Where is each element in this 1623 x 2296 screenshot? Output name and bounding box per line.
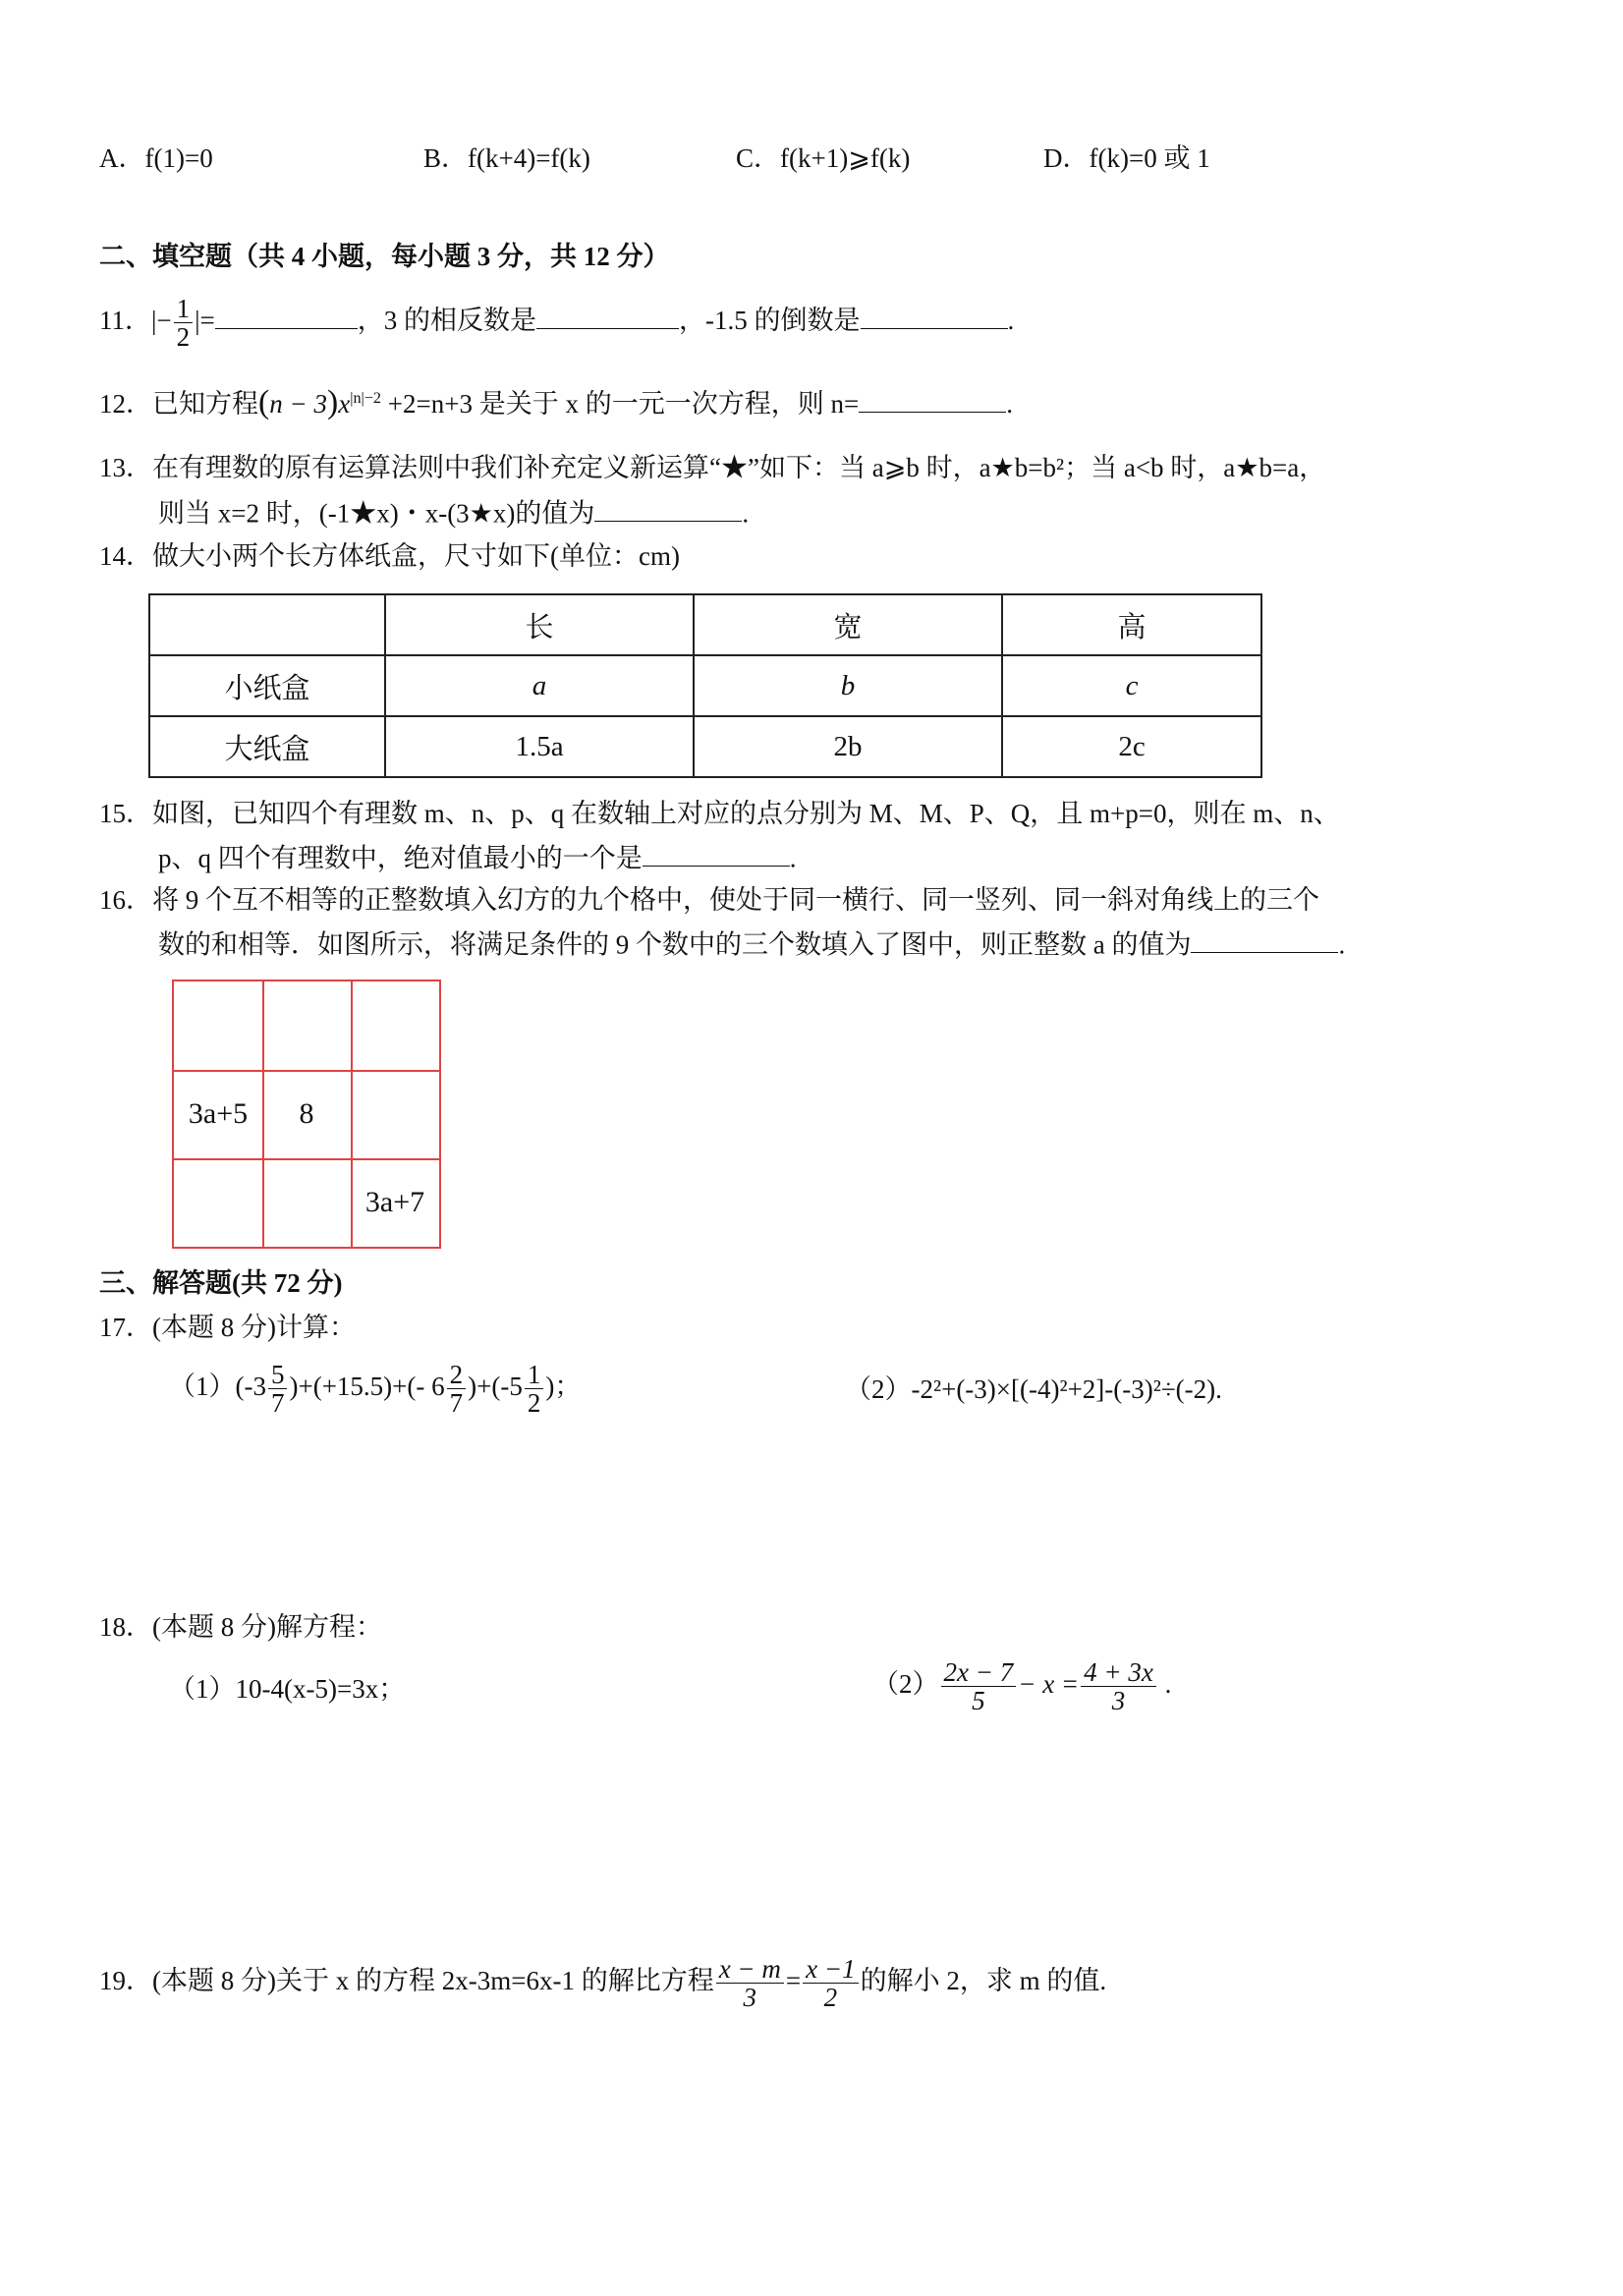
question-text: 如图，已知四个有理数 m、n、p、q 在数轴上对应的点分别为 M、M、P、Q，且 m+p=0，则在 m、n、 [152, 799, 1340, 828]
table-cell: a [385, 655, 694, 716]
fraction-numerator: 2x − 7 [941, 1658, 1017, 1687]
question-text: ，-1.5 的倒数是 [679, 306, 861, 336]
question-16 [99, 884, 1319, 916]
fraction [268, 1361, 288, 1418]
part-label: （2） [872, 1669, 939, 1700]
punctuation: . [1007, 306, 1015, 336]
part-label: （1） [169, 1372, 236, 1402]
part-label: （2） [845, 1374, 912, 1404]
question-text: 则当 x=2 时，(-1★x)・x-(3★x)的值为 [158, 498, 595, 529]
question-15-line-2 [158, 842, 797, 874]
punctuation: . [1338, 929, 1346, 960]
section-3-heading: 三、解答题(共 72 分) [99, 1268, 343, 1298]
table-cell: c [1002, 655, 1261, 716]
fraction-denominator: 2 [823, 1983, 838, 2013]
question-number: 15． [99, 799, 152, 828]
question-17-part-2 [845, 1373, 1222, 1405]
magic-square-grid [172, 980, 441, 1249]
question-text: 已知方程 [152, 389, 258, 419]
fraction-numerator: x − m [716, 1955, 784, 1984]
question-number: 11． [99, 306, 151, 336]
exponent: |n|−2 [350, 389, 382, 407]
question-text: 将 9 个互不相等的正整数填入幻方的九个格中，使处于同一横行、同一竖列、同一斜对角线上的三个 [152, 885, 1319, 915]
punctuation: . [1006, 389, 1013, 419]
question-13 [99, 452, 1325, 483]
option-a: A．f(1)=0 [99, 143, 213, 173]
fraction [525, 1361, 544, 1418]
question-text: 数的和相等．如图所示，将满足条件的 9 个数中的三个数填入了图中，则正整数 a 的值为 [158, 929, 1192, 960]
fraction-denominator: 2 [527, 1388, 541, 1419]
answer-blank[interactable] [859, 388, 1006, 413]
question-18-part-2 [872, 1658, 1171, 1715]
question-15 [99, 798, 1340, 829]
question-number: 13． [99, 453, 152, 482]
question-text: p、q 四个有理数中，绝对值最小的一个是 [158, 843, 643, 873]
fraction-denominator: 5 [972, 1686, 985, 1716]
fraction-numerator: 4 + 3x [1081, 1658, 1156, 1687]
fraction-denominator: 7 [270, 1388, 285, 1419]
fraction-numerator: 1 [174, 295, 194, 323]
fraction [447, 1361, 467, 1418]
box-dimensions-table [148, 593, 1262, 778]
table-cell: 2c [1002, 716, 1261, 777]
table-header-row [149, 594, 1261, 655]
question-text: +2=n+3 是关于 x 的一元一次方程，则 n= [387, 389, 860, 419]
fraction-denominator: 7 [449, 1388, 464, 1419]
option-b: B．f(k+4)=f(k) [423, 143, 590, 173]
table-row [149, 716, 1261, 777]
math-expression: n − 3 [269, 389, 327, 419]
table-row [149, 655, 1261, 716]
grid-cell-r2c2: 8 [299, 1097, 314, 1130]
question-14 [99, 540, 680, 572]
question-number: 14． [99, 541, 152, 571]
question-text: 的解小 2，求 m 的值. [860, 1966, 1107, 1996]
abs-open: |− [151, 306, 172, 336]
option-c: C．f(k+1)⩾f(k) [736, 143, 911, 173]
fraction-numerator: 2 [447, 1361, 467, 1389]
table-cell: 1.5a [385, 716, 694, 777]
fraction-denominator: 3 [1111, 1686, 1126, 1716]
math-variable: x [338, 389, 351, 419]
table-cell: b [694, 655, 1002, 716]
question-11 [99, 295, 1014, 352]
question-number: 12． [99, 389, 152, 419]
math-text: )； [545, 1372, 582, 1402]
punctuation: . [789, 843, 797, 873]
answer-blank[interactable] [215, 305, 358, 329]
fraction-numerator: 5 [268, 1361, 288, 1389]
question-text: 做大小两个长方体纸盒，尺寸如下(单位：cm) [152, 541, 680, 571]
question-text: (本题 8 分)关于 x 的方程 2x-3m=6x-1 的解比方程 [152, 1966, 714, 1996]
fraction [941, 1658, 1017, 1715]
math-text: − x = [1018, 1669, 1080, 1700]
math-text: )+(-5 [468, 1372, 523, 1402]
punctuation: . [1164, 1669, 1172, 1700]
fraction-numerator: x −1 [803, 1955, 858, 1984]
fraction-denominator: 2 [176, 322, 191, 353]
question-19 [99, 1955, 1106, 2012]
question-text: (本题 8 分)解方程： [152, 1612, 382, 1642]
math-expression: -2²+(-3)×[(-4)²+2]-(-3)²÷(-2). [911, 1374, 1222, 1404]
option-d: D．f(k)=0 或 1 [1043, 143, 1210, 173]
fraction [1081, 1658, 1156, 1715]
math-text: = [785, 1966, 802, 1996]
table-cell: 大纸盒 [149, 716, 385, 777]
fraction [716, 1955, 784, 2012]
question-number: 19． [99, 1966, 152, 1996]
fraction-numerator: 1 [525, 1361, 544, 1389]
question-text: (本题 8 分)计算： [152, 1313, 356, 1342]
question-number: 16． [99, 885, 152, 915]
question-18 [99, 1611, 382, 1643]
fraction [174, 295, 194, 352]
table-cell: 小纸盒 [149, 655, 385, 716]
punctuation: . [742, 498, 750, 529]
abs-close: |= [195, 306, 215, 336]
grid-cell-r2c1: 3a+5 [188, 1097, 249, 1130]
table-cell: 2b [694, 716, 1002, 777]
question-text: 在有理数的原有运算法则中我们补充定义新运算“★”如下：当 a⩾b 时，a★b=b²；当 a<b 时，a★b=a， [152, 453, 1326, 482]
table-header: 长 [385, 594, 694, 655]
question-17-part-1 [169, 1361, 581, 1418]
question-18-part-1: （1）10-4(x-5)=3x； [169, 1674, 406, 1704]
question-text: ，3 的相反数是 [357, 306, 537, 336]
answer-blank[interactable] [643, 842, 790, 867]
fraction-denominator: 3 [743, 1983, 757, 2013]
answer-blank[interactable] [536, 305, 679, 329]
answer-blank[interactable] [594, 497, 742, 522]
math-text: (-3 [235, 1372, 266, 1402]
fraction [803, 1955, 858, 2012]
question-17 [99, 1312, 356, 1343]
question-number: 17． [99, 1313, 152, 1342]
answer-blank[interactable] [861, 305, 1008, 329]
question-12: 12．已知方程$(n - 3)x^{|n|-2} +2=n+3$ 是关于 x 的一元一次方程，则 n= . [99, 384, 1013, 420]
math-text: )+(+15.5)+(- 6 [289, 1372, 445, 1402]
question-13-line-2 [158, 497, 749, 530]
section-2-heading: 二、填空题（共 4 小题，每小题 3 分，共 12 分） [99, 242, 670, 271]
table-header [149, 594, 385, 655]
table-header: 高 [1002, 594, 1261, 655]
table-header: 宽 [694, 594, 1002, 655]
answer-blank[interactable] [1191, 928, 1338, 953]
question-number: 18． [99, 1612, 152, 1642]
question-16-line-2 [158, 928, 1345, 961]
grid-cell-r3c3: 3a+7 [364, 1186, 425, 1218]
